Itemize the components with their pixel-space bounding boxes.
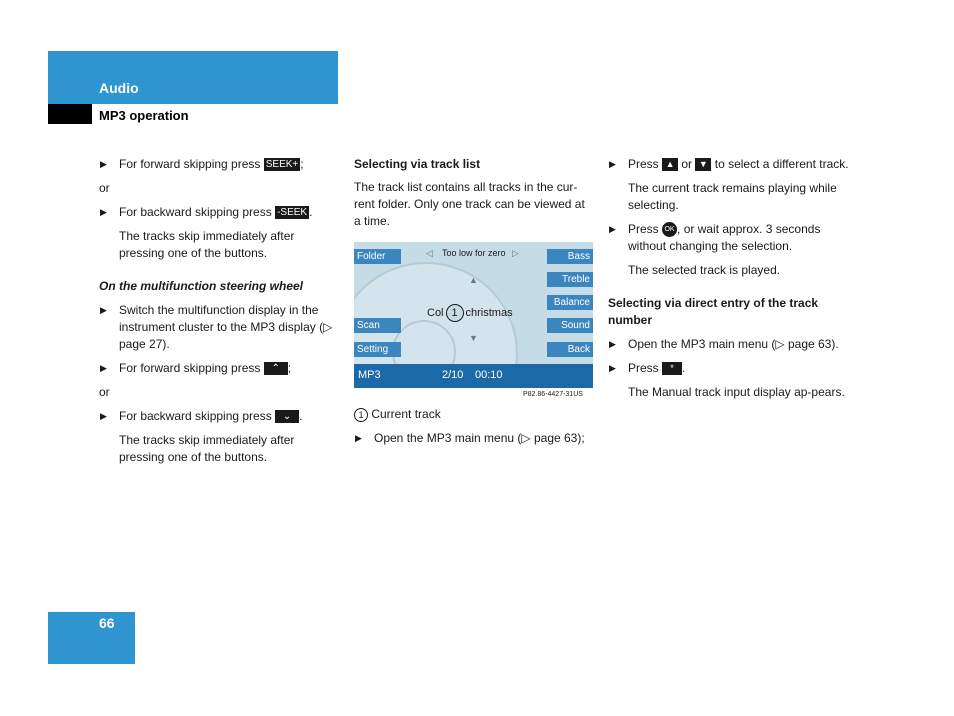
paragraph: The current track remains playing while selecting. [628,181,837,212]
page-tab [48,612,135,664]
balance-softkey: Balance [547,295,593,310]
header-band [48,51,338,104]
instruction-forward-seek: ▶ For forward skipping press SEEK+ ; [100,157,304,171]
chevron-down-key-icon: ⌄ [275,410,299,423]
column-1 [99,156,339,466]
folder-name: Too low for zero [442,248,506,258]
page-number: 66 [99,615,115,631]
arrow-up-icon: ▲ [469,275,478,285]
chevron-up-key-icon: ⌃ [264,362,288,375]
current-track: Col 1 christmas [427,304,513,322]
arrow-down-icon: ▼ [469,333,478,343]
or-text: or [99,385,110,399]
folder-softkey: Folder [354,249,401,264]
paragraph: The Manual track input display ap-pears. [628,385,845,399]
bullet-icon: ▶ [100,305,107,315]
bullet-icon: ▶ [609,339,616,349]
subsection-title: MP3 operation [99,108,189,123]
instruction-select-track: ▶ Press ▲ or ▼ to select a different track. [609,157,849,171]
figure-caption: 1 Current track [354,406,594,423]
play-time: 00:10 [475,369,503,381]
paragraph: The tracks skip immediately after pressing one of the buttons. [119,229,295,260]
or-text: or [99,181,110,195]
ok-key-icon: OK [662,222,677,237]
subheading: On the multifunction steering wheel [99,279,304,293]
callout-1: 1 [446,304,464,322]
treble-softkey: Treble [547,272,593,287]
star-key-icon: * [662,362,682,375]
column-2-lower [354,406,594,447]
paragraph: The tracks skip immediately after pressing one of the buttons. [119,433,295,464]
bass-softkey: Bass [547,249,593,264]
callout-1: 1 [354,408,368,422]
mp3-display-illustration [354,242,593,388]
track-position: 2/10 [442,369,464,381]
status-bar [354,364,593,388]
instruction-backward-wheel: ▶ For backward skipping press ⌄ . [100,409,303,423]
paragraph: The selected track is played. [628,263,781,277]
instruction-open-menu: ▶ Open the MP3 main menu (▷ page 63); [355,431,585,445]
figure-code: P82.86-4427-31US [523,391,583,398]
seek-minus-key-icon: -SEEK [277,207,308,219]
column-3 [608,156,854,401]
column-2 [354,156,594,230]
seek-plus-key-icon: SEEK+ [265,159,299,171]
bullet-icon: ▶ [100,159,107,169]
subheading: Selecting via track list [354,157,481,171]
instruction-open-menu: ▶ Open the MP3 main menu (▷ page 63). [609,337,839,351]
bullet-icon: ▶ [100,207,107,217]
scan-softkey: Scan [354,318,401,333]
setting-softkey: Setting [354,342,401,357]
arrow-left-icon: ◁ [426,248,433,258]
paragraph: The track list contains all tracks in the cur-rent folder. Only one track can be viewed at a time. [354,180,585,228]
bullet-icon: ▶ [100,363,107,373]
sound-softkey: Sound [547,318,593,333]
arrow-right-icon: ▷ [512,248,519,258]
mode-label: MP3 [358,369,381,381]
back-softkey: Back [547,342,593,357]
instruction-forward-wheel: ▶ For forward skipping press ⌃ ; [100,361,292,375]
instruction-backward-seek: ▶ For backward skipping press -SEEK . [100,205,313,219]
bullet-icon: ▶ [100,411,107,421]
section-marker [48,104,92,124]
bullet-icon: ▶ [609,159,616,169]
bullet-icon: ▶ [609,363,616,373]
instruction-switch-display: ▶ Switch the multifunction display in the instrument cluster to the MP3 display (▷ page 27). [100,303,333,351]
bullet-icon: ▶ [609,224,616,234]
section-title: Audio [99,80,139,96]
subheading: Selecting via direct entry of the track number [608,296,819,327]
bullet-icon: ▶ [355,433,362,443]
arrow-up-key-icon: ▲ [662,158,678,171]
instruction-press-star: ▶ Press * . [609,361,686,375]
arrow-down-key-icon: ▼ [695,158,711,171]
instruction-confirm: ▶ Press OK , or wait approx. 3 seconds without changing the selection. [609,222,821,253]
